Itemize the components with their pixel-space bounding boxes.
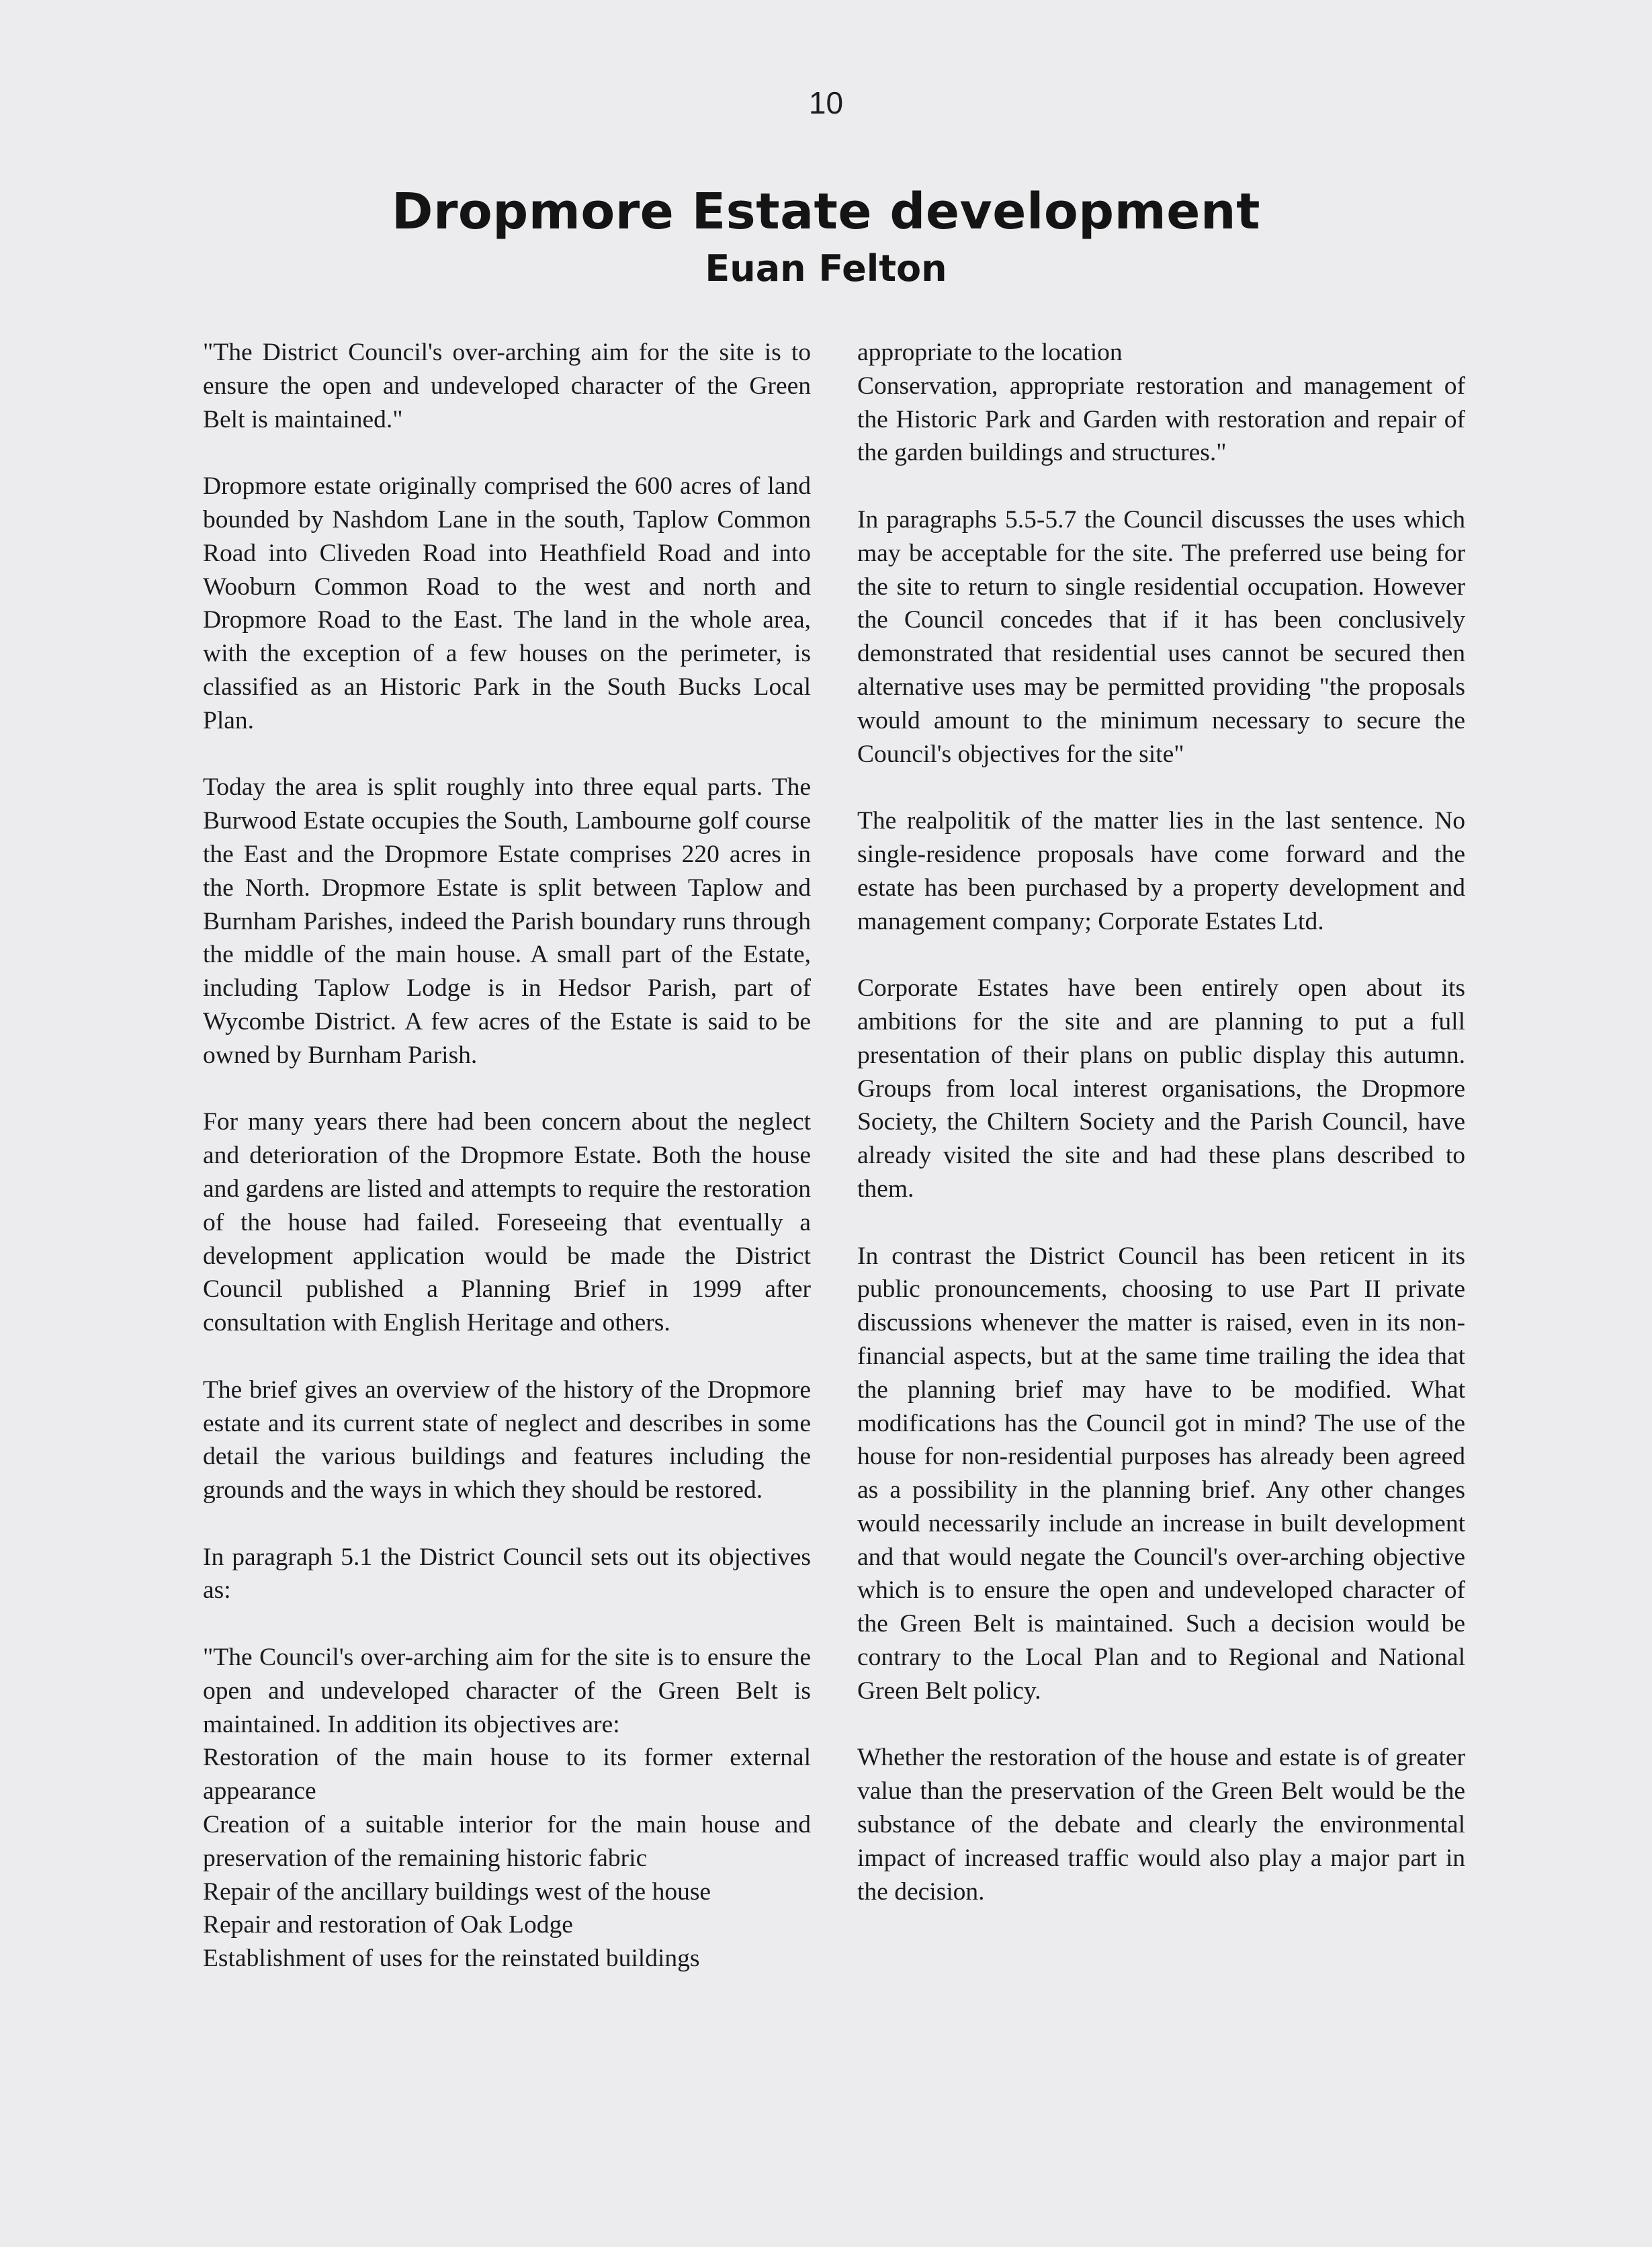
paragraph: The realpolitik of the matter lies in the last sentence. No single-residence proposals have come forward and the estate has been purchased by a property development and management company; Corporate Estates Ltd. — [857, 807, 1465, 935]
paragraph: Whether the restoration of the house and estate is of greater value than the preservation of the Green Belt would be the substance of the debate and clearly the environmental impact of increased traffic would also play a major part in the decision. — [857, 1744, 1465, 1906]
paragraph: Corporate Estates have been entirely open about its ambitions for the site and are planning to put a full presentation of their plans on public display this autumn. Groups from local interest organisations, the Dropmore Society, the Chiltern Society and the Parish Council, have already visited the site and had these plans described to them. — [857, 974, 1465, 1203]
objective-item-continued: appropriate to the location — [857, 339, 1123, 366]
paragraph: For many years there had been concern about the neglect and deterioration of the Dropmore Estate. Both the house and gardens are listed and attempts to require the restoration of the house had failed. Foreseeing that eventually a development application would be made the District Council published a Planning Brief in 1999 after consultation with English Heritage and others. — [203, 1108, 811, 1337]
paragraph: In contrast the District Council has been reticent in its public pronouncements, choosing to use Part II private discussions whenever the matter is raised, even in its non-financial aspects, but at the same time trailing the idea that the planning brief may have to be modified. What modifications has the Council got in mind? The use of the house for non-residential purposes has already been agreed as a possibility in the planning brief. Any other changes would necessarily include an increase in built development and that would negate the Council's over-arching objective which is to ensure the open and undeveloped character of the Green Belt is maintained. Such a decision would be contrary to the Local Plan and to Regional and National Green Belt policy. — [857, 1242, 1465, 1705]
page-number: 10 — [808, 85, 844, 120]
objective-item: Restoration of the main house to its former external appearance — [203, 1744, 811, 1806]
objective-item: Repair of the ancillary buildings west of the house — [203, 1877, 711, 1906]
paragraph: The brief gives an overview of the history of the Dropmore estate and its current state of neglect and describes in some detail the various buildings and features including the grounds and the ways in which they should be restored. — [203, 1375, 811, 1504]
paragraph: In paragraph 5.1 the District Council sets out its objectives as: — [203, 1543, 811, 1605]
paragraph: In paragraphs 5.5-5.7 the Council discusses the uses which may be acceptable for the site. The preferred use being for the site to return to single residential occupation. However the Council concedes that if it has been conclusively demonstrated that residential uses cannot be secured then alternative uses may be permitted providing "the proposals would amount to the minimum necessary to secure the Council's objectives for the site" — [857, 505, 1465, 768]
left-column — [203, 336, 811, 1976]
right-column — [857, 336, 1465, 1942]
paragraph: Dropmore estate originally comprised the 600 acres of land bounded by Nashdom Lane in the south, Taplow Common Road into Cliveden Road into Heathfield Road and into Wooburn Common Road to the west and north and Dropmore Road to the East. The land in the whole area, with the exception of a few houses on the perimeter, is classified as an Historic Park in the South Bucks Local Plan. — [203, 472, 811, 734]
quote-intro: "The Council's over-arching aim for the site is to ensure the open and undeveloped character of the Green Belt is maintained. In addition its objectives are: — [203, 1644, 811, 1738]
paragraph: Today the area is split roughly into three equal parts. The Burwood Estate occupies the South, Lambourne golf course the East and the Dropmore Estate comprises 220 acres in the North. Dropmore Estate is split between Taplow and Burnham Parishes, indeed the Parish boundary runs through the middle of the main house. A small part of the Estate, including Taplow Lodge is in Hedsor Parish, part of Wycombe District. A few acres of the Estate is said to be owned by Burnham Parish. — [203, 773, 811, 1069]
objective-item: Repair and restoration of Oak Lodge — [203, 1911, 573, 1939]
article-author: Euan Felton — [705, 247, 947, 290]
objective-item: Conservation, appropriate restoration and management of the Historic Park and Garden with restoration and repair of the garden buildings and structures." — [857, 372, 1465, 467]
article-title: Dropmore Estate development — [392, 183, 1260, 241]
paragraph: "The District Council's over-arching aim for the site is to ensure the open and undeveloped character of the Green Belt is maintained." — [203, 339, 811, 433]
objective-item: Establishment of uses for the reinstated buildings — [203, 1945, 700, 1973]
objective-item: Creation of a suitable interior for the main house and preservation of the remaining historic fabric — [203, 1811, 811, 1872]
